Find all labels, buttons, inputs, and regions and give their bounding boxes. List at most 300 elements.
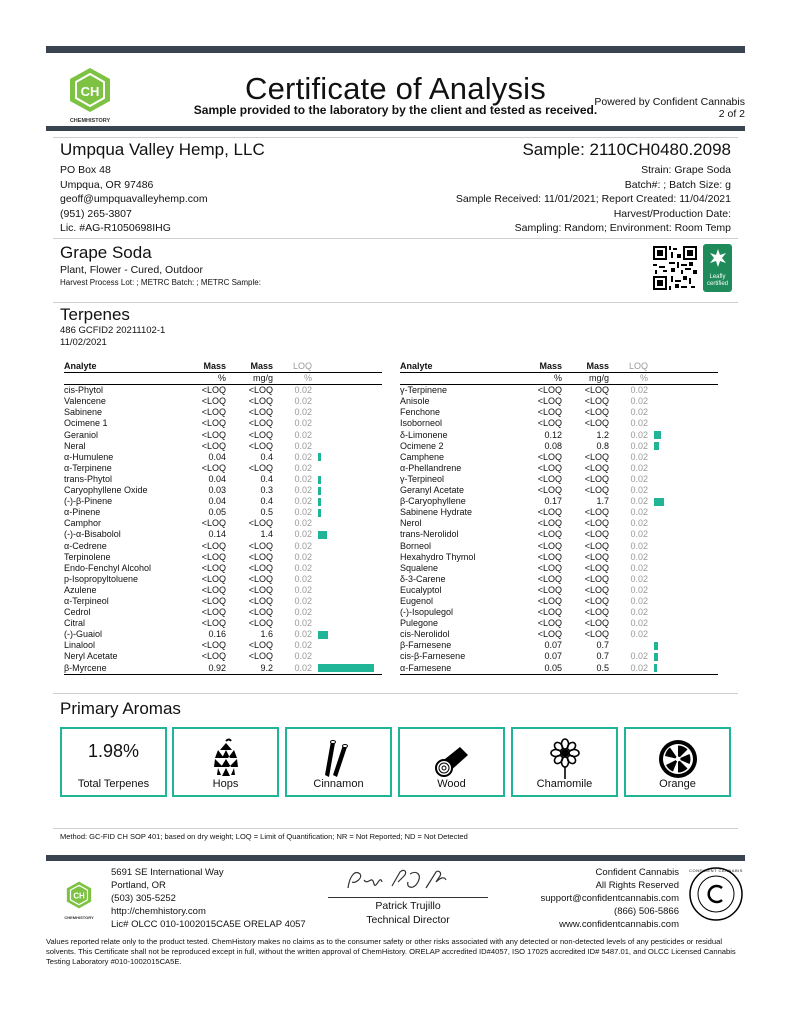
table-row [400, 552, 718, 563]
mass-mg: 0.8 [596, 440, 609, 451]
aromas-card-border [53, 693, 738, 694]
bar-cell [648, 618, 718, 629]
loq-value: 0.02 [294, 496, 312, 507]
table-row [64, 452, 382, 463]
mass-percent: <LOQ [201, 551, 226, 562]
total-terpenes-box [60, 727, 167, 797]
signer-block [328, 899, 488, 927]
method-note: Method: GC-FID CH SOP 401; based on dry weight; LOQ = Limit of Quantification; NR = Not Reported; ND = Not Detected [60, 832, 468, 841]
table-row [400, 518, 718, 529]
table-row [64, 552, 382, 563]
mass-mg: <LOQ [584, 451, 609, 462]
analyte-name: Cedrol [64, 607, 91, 618]
terpene-bar [654, 498, 664, 506]
aroma-hops-label: Hops [212, 778, 239, 790]
table-row [400, 463, 718, 474]
mass-percent: <LOQ [537, 418, 562, 429]
mass-percent: <LOQ [201, 573, 226, 584]
analyte-name: β-Myrcene [64, 663, 196, 675]
qr-code[interactable] [651, 244, 699, 292]
mass-mg: 0.7 [596, 640, 609, 651]
leafly-leaf-icon [707, 247, 729, 269]
mass-mg: <LOQ [248, 462, 273, 473]
mass-percent: 0.07 [544, 640, 562, 651]
lab-website[interactable]: http://chemhistory.com [111, 906, 206, 917]
table-row [400, 663, 718, 675]
loq-value: 0.02 [630, 584, 648, 595]
aroma-orange-label: Orange [659, 778, 696, 790]
mass-mg: <LOQ [584, 507, 609, 518]
client-info [60, 140, 265, 236]
bar-cell [648, 596, 718, 607]
bar-cell [312, 663, 382, 675]
mass-percent: <LOQ [201, 418, 226, 429]
aroma-chamomile [511, 727, 618, 797]
table-row [64, 441, 382, 452]
loq-value [609, 640, 648, 651]
table-row [400, 629, 718, 640]
product-info [60, 243, 261, 288]
mass-mg: <LOQ [248, 440, 273, 451]
bar-cell [312, 430, 382, 441]
terpenes-table-right [400, 361, 718, 675]
mass-percent: <LOQ [201, 595, 226, 606]
mass-mg: <LOQ [248, 418, 273, 429]
sample-strain: Strain: Grape Soda [641, 164, 731, 176]
mass-percent: <LOQ [537, 562, 562, 573]
header-mass-pct: Mass [196, 361, 226, 373]
top-rule [46, 46, 745, 53]
bar-cell [648, 651, 718, 662]
unit-pct: % [532, 373, 562, 385]
bar-cell [312, 596, 382, 607]
mass-percent: <LOQ [201, 618, 226, 629]
logo-text: CHEMHISTORY [69, 118, 111, 124]
sample-sampling: Sampling: Random; Environment: Room Temp [514, 222, 731, 234]
mass-percent: <LOQ [537, 629, 562, 640]
mass-percent: 0.04 [208, 473, 226, 484]
mass-percent: <LOQ [201, 540, 226, 551]
loq-value: 0.02 [294, 440, 312, 451]
analyte-name: β-Caryophyllene [400, 496, 466, 507]
table-row [64, 629, 382, 640]
bar-cell [312, 651, 382, 662]
analyte-name: α-Cedrene [64, 540, 107, 551]
signature [330, 866, 490, 896]
bar-cell [312, 452, 382, 463]
mass-mg: 0.4 [260, 496, 273, 507]
header-bar [312, 361, 382, 373]
table-row [400, 485, 718, 496]
table-row [400, 474, 718, 485]
cc-info [540, 866, 679, 931]
mass-mg: <LOQ [584, 418, 609, 429]
unit-mg: mg/g [226, 373, 273, 385]
unit-pct: % [196, 373, 226, 385]
analyte-name: Borneol [400, 540, 432, 551]
analyte-name: Eucalyptol [400, 584, 442, 595]
mass-mg: <LOQ [584, 618, 609, 629]
table-row [400, 529, 718, 540]
table-row [400, 385, 718, 397]
mass-mg: <LOQ [248, 584, 273, 595]
mass-mg: <LOQ [584, 629, 609, 640]
aroma-orange [624, 727, 731, 797]
bar-cell [312, 629, 382, 640]
sample-received: Sample Received: 11/01/2021; Report Created: 11/04/2021 [455, 193, 731, 205]
terpene-bar [318, 631, 328, 639]
analyte-name: cis-Phytol [64, 385, 104, 396]
terpenes-method-id: 486 GCFID2 20211102-1 [60, 325, 166, 336]
mass-percent: <LOQ [537, 507, 562, 518]
mass-mg: <LOQ [584, 518, 609, 529]
table-row [64, 607, 382, 618]
aroma-wood [398, 727, 505, 797]
table-row [64, 585, 382, 596]
mass-percent: <LOQ [201, 562, 226, 573]
analyte-name: α-Terpineol [64, 595, 109, 606]
loq-value: 0.02 [630, 607, 648, 618]
bar-cell [312, 407, 382, 418]
mass-mg: 0.7 [596, 651, 609, 662]
header-mass-mg: Mass [226, 361, 273, 373]
total-terpenes-label: Total Terpenes [77, 778, 150, 790]
loq-value: 0.02 [630, 651, 648, 662]
analyte-name: α-Terpinene [64, 462, 112, 473]
aroma-cinnamon [285, 727, 392, 797]
table-row [400, 507, 718, 518]
analyte-name: Ocimene 2 [400, 440, 444, 451]
analyte-name: (-)-α-Bisabolol [64, 529, 121, 540]
mass-mg: 0.5 [562, 663, 609, 675]
mass-percent: 0.03 [208, 485, 226, 496]
bar-cell [312, 640, 382, 651]
loq-value: 0.02 [294, 629, 312, 640]
unit-loq: % [609, 373, 648, 385]
bar-cell [648, 385, 718, 397]
bar-cell [648, 430, 718, 441]
mass-percent: <LOQ [537, 407, 562, 418]
bar-cell [648, 629, 718, 640]
loq-value: 0.02 [630, 451, 648, 462]
analyte-name: Nerol [400, 518, 422, 529]
loq-value: 0.02 [630, 462, 648, 473]
lab-license: Lic# OLCC 010-1002015CA5E ORELAP 4057 [111, 919, 306, 930]
analyte-name: Linalool [64, 640, 96, 651]
client-address1: PO Box 48 [60, 164, 111, 176]
header-mass-mg: Mass [562, 361, 609, 373]
header-analyte: Analyte [64, 361, 196, 373]
mass-mg: 0.3 [260, 485, 273, 496]
analyte-name: (-)-β-Pinene [64, 496, 113, 507]
mass-percent: <LOQ [537, 462, 562, 473]
table-row [400, 441, 718, 452]
signer-title: Technical Director [366, 914, 450, 926]
table-row [64, 529, 382, 540]
signer-name: Patrick Trujillo [375, 900, 441, 912]
bar-cell [648, 563, 718, 574]
analyte-name: trans-Nerolidol [400, 529, 459, 540]
product-type: Plant, Flower - Cured, Outdoor [60, 264, 203, 276]
loq-value: 0.02 [630, 595, 648, 606]
mass-percent: <LOQ [537, 396, 562, 407]
analyte-name: γ-Terpinene [400, 385, 448, 396]
cc-website[interactable]: www.confidentcannabis.com [559, 919, 679, 930]
mass-mg: <LOQ [248, 518, 273, 529]
footer-logo [62, 880, 96, 920]
table-row [400, 396, 718, 407]
mass-mg: <LOQ [248, 651, 273, 662]
bar-cell [648, 518, 718, 529]
mass-mg: <LOQ [248, 407, 273, 418]
table-row [64, 563, 382, 574]
table-row [64, 507, 382, 518]
mass-percent: 0.05 [208, 507, 226, 518]
table-row [400, 607, 718, 618]
mass-mg: <LOQ [248, 607, 273, 618]
table-row [64, 385, 382, 397]
loq-value: 0.02 [294, 396, 312, 407]
sample-id: Sample: 2110CH0480.2098 [522, 140, 731, 159]
mass-mg: 0.4 [260, 451, 273, 462]
page-number: 2 of 2 [718, 108, 745, 120]
analyte-name: Squalene [400, 562, 439, 573]
loq-value: 0.02 [630, 396, 648, 407]
mass-percent: <LOQ [537, 540, 562, 551]
terpenes-card-border [53, 302, 738, 303]
mass-mg: <LOQ [584, 485, 609, 496]
loq-value: 0.02 [630, 473, 648, 484]
terpene-bar [318, 453, 321, 461]
powered-by [594, 96, 745, 120]
terpene-bar [654, 642, 658, 650]
mass-percent: <LOQ [537, 584, 562, 595]
terpene-bar [318, 476, 321, 484]
analyte-name: Geraniol [64, 429, 99, 440]
loq-value: 0.02 [294, 418, 312, 429]
bar-cell [312, 441, 382, 452]
mass-mg: <LOQ [584, 385, 609, 396]
loq-value: 0.02 [294, 595, 312, 606]
analyte-name: Anisole [400, 396, 430, 407]
mass-percent: <LOQ [201, 385, 226, 396]
mass-percent: <LOQ [201, 518, 226, 529]
table-row [400, 574, 718, 585]
loq-value: 0.02 [294, 407, 312, 418]
bar-cell [648, 441, 718, 452]
mass-percent: <LOQ [537, 385, 562, 396]
loq-value: 0.02 [294, 429, 312, 440]
bar-cell [312, 529, 382, 540]
mass-percent: <LOQ [201, 440, 226, 451]
aroma-chamomile-label: Chamomile [536, 778, 593, 790]
loq-value: 0.02 [294, 640, 312, 651]
loq-value: 0.02 [630, 418, 648, 429]
analyte-name: (-)-Guaiol [64, 629, 103, 640]
bar-cell [648, 452, 718, 463]
analyte-name: δ-3-Carene [400, 573, 446, 584]
mass-mg: <LOQ [584, 584, 609, 595]
cc-name: Confident Cannabis [595, 867, 679, 878]
mass-percent: <LOQ [201, 640, 226, 651]
mass-percent: 0.08 [544, 440, 562, 451]
table-row [400, 452, 718, 463]
seal-text: CONFIDENT CANNABIS [689, 868, 743, 873]
table-row [400, 618, 718, 629]
table-row [64, 396, 382, 407]
client-license: Lic. #AG-R1050698IHG [60, 222, 171, 234]
aroma-hops [172, 727, 279, 797]
bar-cell [648, 496, 718, 507]
mass-mg: <LOQ [584, 595, 609, 606]
mass-mg: <LOQ [584, 407, 609, 418]
table-row [400, 541, 718, 552]
mass-percent: 0.14 [208, 529, 226, 540]
mass-mg: <LOQ [584, 462, 609, 473]
client-email: geoff@umpquavalleyhemp.com [60, 193, 208, 205]
bar-cell [312, 552, 382, 563]
analyte-name: α-Humulene [64, 451, 114, 462]
analyte-name: Azulene [64, 584, 97, 595]
sample-harvest: Harvest/Production Date: [613, 207, 731, 220]
header-loq: LOQ [609, 361, 648, 373]
unit-analyte [64, 373, 196, 385]
header-mass-pct: Mass [532, 361, 562, 373]
cc-phone: (866) 506-5866 [614, 906, 679, 917]
bar-cell [312, 574, 382, 585]
mass-percent: <LOQ [201, 407, 226, 418]
mass-mg: 1.6 [260, 629, 273, 640]
loq-value: 0.02 [630, 562, 648, 573]
mass-mg: <LOQ [248, 540, 273, 551]
analyte-name: (-)-Isopulegol [400, 607, 454, 618]
mass-mg: <LOQ [584, 562, 609, 573]
bar-cell [648, 529, 718, 540]
mass-mg: 1.7 [596, 496, 609, 507]
table-row [64, 407, 382, 418]
bar-cell [312, 463, 382, 474]
bar-cell [312, 396, 382, 407]
bar-cell [648, 607, 718, 618]
cc-rights: All Rights Reserved [595, 880, 679, 891]
loq-value: 0.02 [630, 629, 648, 640]
bar-cell [648, 507, 718, 518]
bar-cell [648, 552, 718, 563]
mass-mg: <LOQ [584, 540, 609, 551]
bar-cell [648, 463, 718, 474]
table-row [64, 418, 382, 429]
aroma-cinnamon-label: Cinnamon [313, 778, 364, 790]
mass-percent: 0.16 [208, 629, 226, 640]
loq-value: 0.02 [630, 573, 648, 584]
analyte-name: Endo-Fenchyl Alcohol [64, 562, 152, 573]
mass-mg: 0.4 [260, 473, 273, 484]
table-row [64, 640, 382, 651]
mass-percent: <LOQ [537, 607, 562, 618]
total-terpenes-value: 1.98% [87, 741, 140, 761]
sample-batch: Batch#: ; Batch Size: g [624, 178, 731, 191]
loq-value: 0.02 [294, 584, 312, 595]
analyte-name: Ocimene 1 [64, 418, 108, 429]
chamomile-icon [513, 737, 616, 781]
mass-percent: 0.92 [196, 663, 226, 675]
client-name: Umpqua Valley Hemp, LLC [60, 140, 265, 159]
mass-mg: <LOQ [248, 385, 273, 396]
table-row [400, 563, 718, 574]
header-rule [46, 126, 745, 131]
analyte-name: cis-Nerolidol [400, 629, 450, 640]
terpene-bar [318, 664, 374, 672]
analyte-name: β-Farnesene [400, 640, 452, 651]
mass-percent: <LOQ [201, 429, 226, 440]
analyte-name: Neryl Acetate [64, 651, 118, 662]
mass-mg: <LOQ [584, 396, 609, 407]
mass-mg: <LOQ [584, 607, 609, 618]
header-bar [648, 361, 718, 373]
hops-icon [174, 737, 277, 781]
bar-cell [312, 541, 382, 552]
bar-cell [312, 496, 382, 507]
loq-value: 0.02 [294, 607, 312, 618]
mass-mg: <LOQ [248, 640, 273, 651]
analyte-name: Geranyl Acetate [400, 485, 465, 496]
mass-mg: 1.2 [596, 429, 609, 440]
analyte-name: Valencene [64, 396, 106, 407]
mass-percent: 0.04 [208, 496, 226, 507]
table-row [400, 418, 718, 429]
terpene-bar [654, 442, 659, 450]
header-loq: LOQ [273, 361, 312, 373]
table-row [400, 640, 718, 651]
table-row [64, 518, 382, 529]
analyte-name: Citral [64, 618, 86, 629]
table-row [64, 463, 382, 474]
mass-mg: <LOQ [584, 473, 609, 484]
client-card-border [53, 137, 738, 138]
analyte-name: cis-β-Farnesene [400, 651, 466, 662]
unit-bar [312, 373, 382, 385]
mass-mg: <LOQ [248, 396, 273, 407]
mass-percent: <LOQ [201, 396, 226, 407]
bar-cell [312, 607, 382, 618]
mass-mg: <LOQ [248, 573, 273, 584]
mass-mg: 1.4 [260, 529, 273, 540]
bar-cell [648, 574, 718, 585]
table-row [400, 407, 718, 418]
mass-percent: <LOQ [201, 607, 226, 618]
leafly-text: Leafly certified [706, 274, 728, 287]
svg-text:CH: CH [80, 84, 100, 99]
sample-info [456, 140, 731, 236]
terpene-bar [318, 498, 321, 506]
loq-value: 0.02 [630, 618, 648, 629]
cc-email[interactable]: support@confidentcannabis.com [540, 893, 679, 904]
unit-bar [648, 373, 718, 385]
loq-value: 0.02 [630, 518, 648, 529]
loq-value: 0.02 [630, 429, 648, 440]
loq-value: 0.02 [294, 451, 312, 462]
loq-value: 0.02 [609, 663, 648, 675]
analyte-name: Pulegone [400, 618, 439, 629]
table-row [400, 596, 718, 607]
analyte-name: Caryophyllene Oxide [64, 485, 148, 496]
analyte-name: α-Farnesene [400, 663, 532, 675]
aromas-heading: Primary Aromas [60, 699, 181, 718]
analyte-name: Camphor [64, 518, 102, 529]
analyte-name: Fenchone [400, 407, 441, 418]
mass-percent: <LOQ [537, 618, 562, 629]
mass-mg: 9.2 [226, 663, 273, 675]
